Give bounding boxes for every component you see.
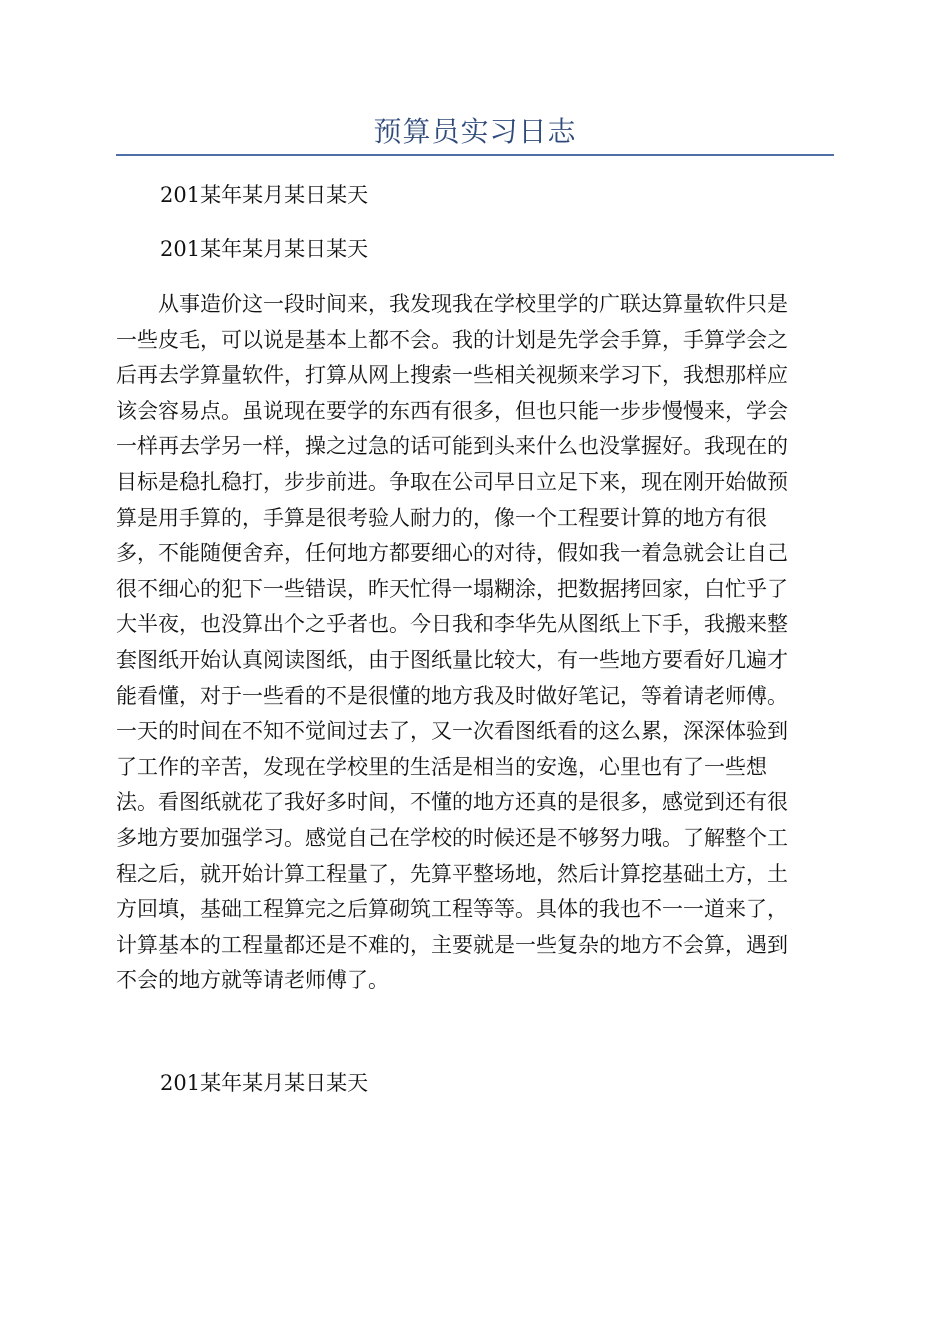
paragraph-line: 套图纸开始认真阅读图纸，由于图纸量比较大，有一些地方要看好几遍才: [116, 647, 788, 672]
paragraph-line: 能看懂，对于一些看的不是很懂的地方我及时做好笔记，等着请老师傅。: [116, 683, 788, 708]
paragraph-line: 从事造价这一段时间来，我发现我在学校里学的广联达算量软件只是: [116, 292, 788, 316]
paragraph-line: 法。看图纸就花了我好多时间，不懂的地方还真的是很多，感觉到还有很: [116, 790, 788, 815]
paragraph-line: 一天的时间在不知不觉间过去了，又一次看图纸看的这么累，深深体验到: [116, 719, 788, 744]
paragraph-line: 了工作的辛苦，发现在学校里的生活是相当的安逸，心里也有了一些想: [116, 754, 767, 779]
paragraph-line: 后再去学算量软件，打算从网上搜索一些相关视频来学习下，我想那样应: [116, 363, 788, 388]
entry-date-2: 201某年某月某日某天: [160, 237, 369, 261]
paragraph-line: 目标是稳扎稳打，步步前进。争取在公司早日立足下来，现在刚开始做预: [116, 469, 788, 494]
title-underline: [116, 154, 834, 156]
paragraph-line: 该会容易点。虽说现在要学的东西有很多，但也只能一步步慢慢来，学会: [116, 398, 788, 423]
paragraph-line: 很不细心的犯下一些错误，昨天忙得一塌糊涂，把数据拷回家，白忙乎了: [116, 576, 788, 601]
paragraph-line: 大半夜，也没算出个之乎者也。今日我和李华先从图纸上下手，我搬来整: [116, 612, 788, 637]
entry-date-3: 201某年某月某日某天: [160, 1071, 369, 1095]
paragraph-line: 一样再去学另一样，操之过急的话可能到头来什么也没掌握好。我现在的: [116, 434, 788, 459]
paragraph-line: 不会的地方就等请老师傅了。: [116, 968, 389, 993]
paragraph-line: 程之后，就开始计算工程量了，先算平整场地，然后计算挖基础土方，土: [116, 861, 788, 886]
paragraph-line: 计算基本的工程量都还是不难的，主要就是一些复杂的地方不会算，遇到: [116, 932, 788, 957]
page-title: 预算员实习日志: [373, 115, 577, 148]
paragraph-line: 一些皮毛，可以说是基本上都不会。我的计划是先学会手算，手算学会之: [116, 327, 788, 352]
paragraph-line: 算是用手算的，手算是很考验人耐力的，像一个工程要计算的地方有很: [116, 505, 767, 530]
paragraph-line: 多，不能随便舍弃，任何地方都要细心的对待，假如我一着急就会让自己: [116, 541, 788, 566]
paragraph-line: 方回填，基础工程算完之后算砌筑工程等等。具体的我也不一一道来了，: [116, 897, 788, 922]
entry-date-1: 201某年某月某日某天: [160, 183, 369, 207]
paragraph-line: 多地方要加强学习。感觉自己在学校的时候还是不够努力哦。了解整个工: [116, 825, 788, 850]
body-paragraph: [116, 287, 834, 999]
